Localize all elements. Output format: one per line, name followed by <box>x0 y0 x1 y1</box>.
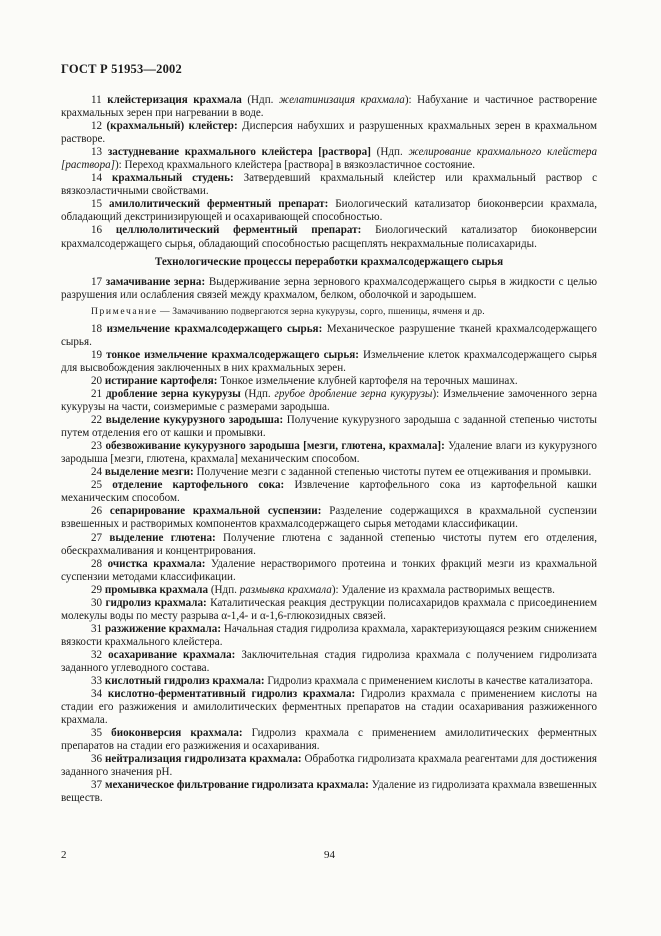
standard-code: ГОСТ Р 51953—2002 <box>61 62 182 76</box>
term-entry <box>61 198 597 224</box>
page-number-center: 94 <box>324 849 335 861</box>
term-entry <box>61 414 597 440</box>
term-name: биоконверсия крахмала: <box>111 727 243 740</box>
term-definition: Удаление влаги из кукурузного зародыша [мезги, глютена, крахмала] механическим способом. <box>61 440 597 466</box>
term-entry <box>61 375 597 388</box>
term-deprecated-prefix: (Ндп. <box>240 387 275 400</box>
term-number: 16 <box>91 224 103 237</box>
term-definition: Измельчение клеток крахмалсодержащего сырья для высвобождения заключенных в них крахмальных зерен. <box>61 348 598 374</box>
term-number: 24 <box>91 466 103 479</box>
term-entry <box>61 120 597 146</box>
term-name: сепарирование крахмальной суспензии: <box>109 505 322 518</box>
term-definition: Дисперсия набухших и разрушенных крахмальных зерен в крахмальном растворе. <box>61 120 597 146</box>
terms-group-physical <box>61 94 597 251</box>
term-name: обезвоживание кукурузного зародыша [мезги, глютена, крахмала]: <box>105 440 445 453</box>
term-name: кислотно-ферментативный гидролиз крахмала: <box>107 688 356 701</box>
term-entry <box>61 584 597 597</box>
term-space <box>102 172 112 184</box>
term-name: клейстеризация крахмала <box>107 94 242 106</box>
term-name: дробление зерна кукурузы <box>105 387 241 400</box>
term-entry <box>61 505 597 531</box>
term-number: 22 <box>91 414 103 427</box>
term-name: замачивание зерна: <box>105 275 206 288</box>
term-name: застудневание крахмального клейстера [раствора] <box>107 146 371 159</box>
term-entry <box>61 276 597 302</box>
term-definition: Обработка гидролизата крахмала реагентами для достижения заданного значения pH. <box>61 753 597 779</box>
term-number: 19 <box>91 348 103 361</box>
term-definition: Удаление из крахмала растворимых веществ. <box>338 583 555 596</box>
term-name: выделение мезги: <box>104 466 194 479</box>
term-definition: Разделение содержащихся в крахмальной суспензии взвешенных и растворимых компонентов крахмалсодержащего сырья методами классификации. <box>61 505 597 531</box>
term-deprecated-suffix: ): <box>114 159 122 172</box>
page-number-left: 2 <box>61 849 67 861</box>
term-definition: Удаление нерастворимого протеина и тонких фракций мезги из крахмальной суспензии методами классификации. <box>61 557 597 583</box>
term-number: 11 <box>91 94 102 106</box>
term-definition: Измельчение замоченного зерна кукурузы на части, соизмеримые с размерами зародыша. <box>61 387 597 414</box>
term-definition: Удаление из гидролизата крахмала взвешенных веществ. <box>61 779 597 805</box>
term-name: очистка крахмала: <box>107 557 206 570</box>
term-entry <box>61 623 597 649</box>
term-name: выделение глютена: <box>109 531 216 544</box>
term-entry <box>61 675 597 688</box>
term-deprecated-suffix: ): <box>331 583 339 596</box>
term-name: амилолитический ферментный препарат: <box>109 198 329 211</box>
term-number: 13 <box>91 146 103 159</box>
term-entry <box>61 224 597 250</box>
term-name: промывка крахмала <box>104 583 209 596</box>
term-space <box>102 727 111 739</box>
term-name: осахаривание крахмала: <box>108 648 236 661</box>
term-number: 21 <box>91 387 103 400</box>
term-definition: Набухание и частичное растворение крахмальных зерен при нагревании в воде. <box>61 94 597 120</box>
term-name: разжижение крахмала: <box>104 622 222 635</box>
term-definition: Биологический катализатор биоконверсии крахмалсодержащего сырья, обладающий способностью расщеплять некрахмальные полисахариды. <box>61 224 597 250</box>
term-number: 32 <box>91 648 103 661</box>
term-name: (крахмальный) клейстер: <box>106 120 238 133</box>
term-definition: Начальная стадия гидролиза крахмала, характеризующаяся резким снижением вязкости крахмального клейстера. <box>61 622 597 648</box>
term-deprecated-prefix: (Ндп. <box>370 146 409 159</box>
term-definition: Механическое разрушение тканей крахмалсодержащего сырья. <box>61 322 597 348</box>
note-text: — Замачиванию подвергаются зерна кукурузы, сорго, пшеницы, ячменя и др. <box>157 305 485 317</box>
term-name: выделение кукурузного зародыша: <box>105 414 284 427</box>
term-name: нейтрализация гидролизата крахмала: <box>105 753 302 766</box>
term-entry <box>61 688 597 727</box>
term-number: 36 <box>91 753 103 766</box>
term-number: 30 <box>91 596 103 609</box>
term-entry <box>61 323 597 349</box>
term-entry <box>61 466 597 479</box>
term-entry <box>61 727 597 753</box>
term-deprecated: грубое дробление зерна кукурузы <box>274 387 433 400</box>
term-deprecated: размывка крахмала <box>239 583 332 596</box>
term-definition: Каталитическая реакция деструкции полисахаридов крахмала с присоединением молекулы воды по месту разрыва α-1,4- и α-1,6-глюкозидных связей. <box>61 596 597 622</box>
note <box>61 305 597 318</box>
term-entry <box>61 649 597 675</box>
term-entry <box>61 753 597 779</box>
term-definition: Получение мезги с заданной степенью чистоты путем ее отцеживания и промывки. <box>193 466 592 479</box>
term-entry <box>61 479 597 505</box>
term-definition: Тонкое измельчение клубней картофеля на терочных машинах. <box>217 374 518 387</box>
term-entry <box>61 94 597 120</box>
term-entry <box>61 558 597 584</box>
term-definition: Затвердевший крахмальный клейстер или крахмальный раствор с вязкоэластичными свойствами. <box>61 172 597 198</box>
term-name: целлюлолитический ферментный препарат: <box>115 224 362 237</box>
term-number: 33 <box>91 675 103 688</box>
term-definition: Гидролиз крахмала с применением кислоты на стадии его разжижения и амилолитических ферментных препаратов на стадии осахаривания разжиженного крахмала. <box>61 688 597 727</box>
term-definition: Гидролиз крахмала с применением кислоты в качестве катализатора. <box>264 675 593 688</box>
term-number: 18 <box>91 322 103 335</box>
term-name: истирание картофеля: <box>104 374 218 387</box>
term-number: 35 <box>91 727 103 740</box>
term-deprecated: желатинизация крахмала <box>278 94 405 106</box>
term-entry <box>61 146 597 172</box>
term-name: отделение картофельного сока: <box>112 479 285 492</box>
term-definition: Выдерживание зерна зернового крахмалсодержащего сырья в жидкости с целью разрушения или ослабления связей между крахмалом, белком, оболочкой и зародышем. <box>61 275 597 301</box>
term-number: 17 <box>91 275 103 288</box>
term-number: 29 <box>91 583 103 596</box>
term-number: 37 <box>91 779 103 792</box>
term-number: 20 <box>91 374 103 387</box>
term-number: 28 <box>91 557 103 570</box>
term-entry <box>61 349 597 375</box>
term-name: механическое фильтрование гидролизата крахмала: <box>104 779 369 792</box>
term-number: 14 <box>91 172 103 185</box>
term-entry <box>61 440 597 466</box>
section-title: Технологические процессы переработки крахмалсодержащего сырья <box>154 255 504 268</box>
term-name: кислотный гидролиз крахмала: <box>104 675 265 688</box>
term-number: 26 <box>91 505 103 518</box>
terms-group-process-start <box>61 276 597 302</box>
term-space <box>102 224 116 236</box>
term-deprecated-prefix: (Ндп. <box>241 94 279 106</box>
term-number: 12 <box>91 120 103 133</box>
term-number: 15 <box>91 198 103 211</box>
term-number: 31 <box>91 622 103 635</box>
term-definition: Переход крахмального клейстера [раствора] в вязкоэластичное состояние. <box>121 159 476 172</box>
term-definition: Получение глютена с заданной степенью чистоты путем его отделения, обескрахмаливания и концентрирования. <box>61 531 598 557</box>
term-number: 25 <box>91 479 103 492</box>
term-name: крахмальный студень: <box>111 172 234 185</box>
term-definition: Гидролиз крахмала с применением амилолитических ферментных препаратов на стадии его разжижения и осахаривания. <box>61 727 597 753</box>
term-space <box>102 198 109 210</box>
term-name: тонкое измельчение крахмалсодержащего сырья: <box>106 348 359 361</box>
term-number: 27 <box>91 531 103 544</box>
document-body <box>61 94 597 805</box>
term-deprecated-suffix: ): <box>432 387 440 400</box>
term-entry <box>61 597 597 623</box>
term-entry <box>61 388 597 414</box>
term-definition: Извлечение картофельного сока из картофельной кашки механическим способом. <box>61 479 597 505</box>
term-space <box>102 505 110 517</box>
term-entry <box>61 172 597 198</box>
term-deprecated-suffix: ): <box>404 94 412 106</box>
term-entry <box>61 779 597 805</box>
term-definition: Биологический катализатор биоконверсии крахмала, обладающий декстринизирующей и осахаривающей способностью. <box>61 198 597 224</box>
terms-group-process <box>61 323 597 806</box>
term-definition: Заключительная стадия гидролиза крахмала с получением гидролизата заданного углеводного состава. <box>61 648 597 674</box>
term-deprecated: желирование крахмального клейстера [раствора] <box>61 146 598 172</box>
term-number: 23 <box>91 440 103 453</box>
term-entry <box>61 532 597 558</box>
term-name: измельчение крахмалсодержащего сырья: <box>106 322 323 335</box>
term-deprecated-prefix: (Ндп. <box>208 583 240 596</box>
term-definition: Получение кукурузного зародыша с заданной степенью чистоты путем отделения его от кашки и промывки. <box>61 414 597 440</box>
note-label: Примечание <box>91 305 158 317</box>
term-name: гидролиз крахмала: <box>105 596 207 609</box>
term-space <box>102 479 112 491</box>
term-number: 34 <box>91 688 103 701</box>
